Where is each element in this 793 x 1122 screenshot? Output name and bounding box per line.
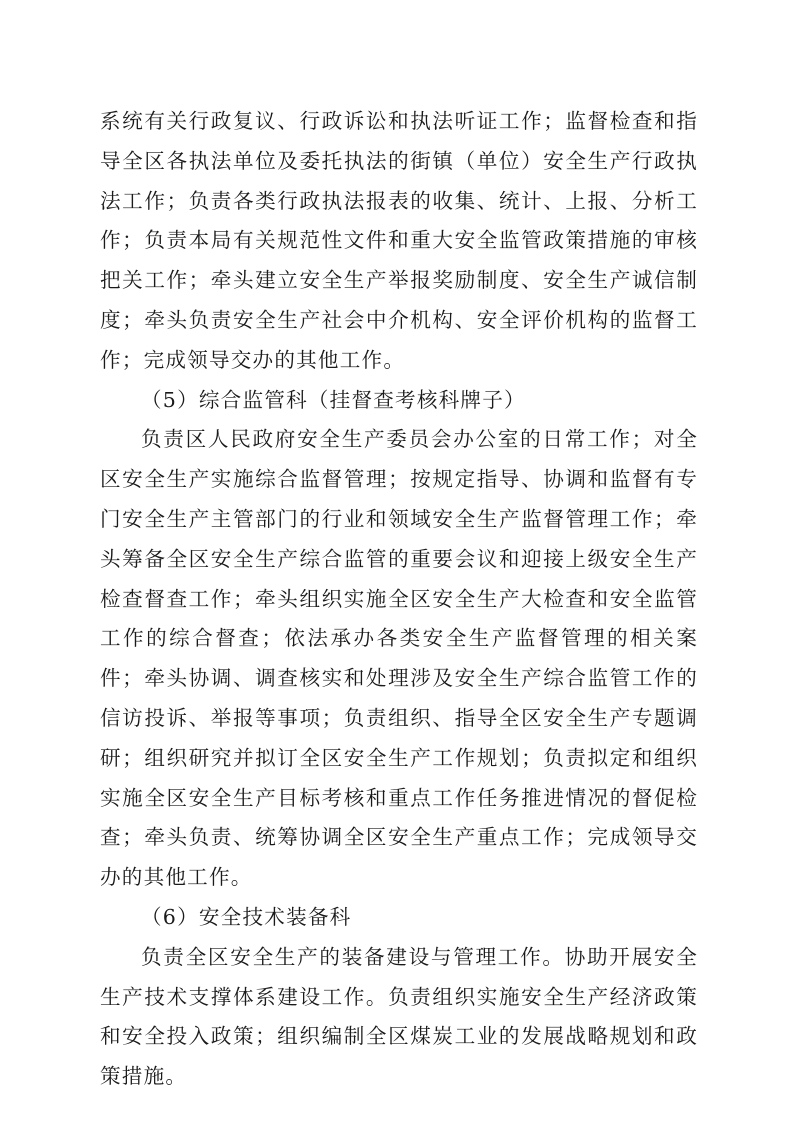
section-heading-5: （5）综合监管科（挂督查考核科牌子） <box>141 387 526 412</box>
body-paragraph-safety-equipment: 负责全区安全生产的装备建设与管理工作。协助开展安全生产技术支撑体系建设工作。负责组织实施安全生产经济政策和安全投入政策；组织编制全区煤炭工业的发展战略规划和政策措施。 <box>100 944 698 1089</box>
body-paragraph-continued: 系统有关行政复议、行政诉讼和执法听证工作；监督检查和指导全区各执法单位及委托执法的街镇（单位）安全生产行政执法工作；负责各类行政执法报表的收集、统计、上报、分析工作；负责本局有关规范性文件和重大安全监管政策措施的审核把关工作；牵头建立安全生产举报奖励制度、安全生产诚信制度；牵头负责安全生产社会中介机构、安全评价机构的监督工作；完成领导交办的其他工作。 <box>100 109 698 372</box>
section-heading-6: （6）安全技术装备科 <box>141 904 352 929</box>
document-page <box>100 102 698 1097</box>
body-paragraph-comprehensive-supervision: 负责区人民政府安全生产委员会办公室的日常工作；对全区安全生产实施综合监督管理；按规定指导、协调和监督有专门安全生产主管部门的行业和领域安全生产监督管理工作；牵头筹备全区安全生产综合监管的重要会议和迎接上级安全生产检查督查工作；牵头组织实施全区安全生产大检查和安全监管工作的综合督查；依法承办各类安全生产监督管理的相关案件；牵头协调、调查核实和处理涉及安全生产综合监管工作的信访投诉、举报等事项；负责组织、指导全区安全生产专题调研；组织研究并拟订全区安全生产工作规划；负责拟定和组织实施全区安全生产目标考核和重点工作任务推进情况的督促检查；牵头负责、统筹协调全区安全生产重点工作；完成领导交办的其他工作。 <box>100 427 698 890</box>
